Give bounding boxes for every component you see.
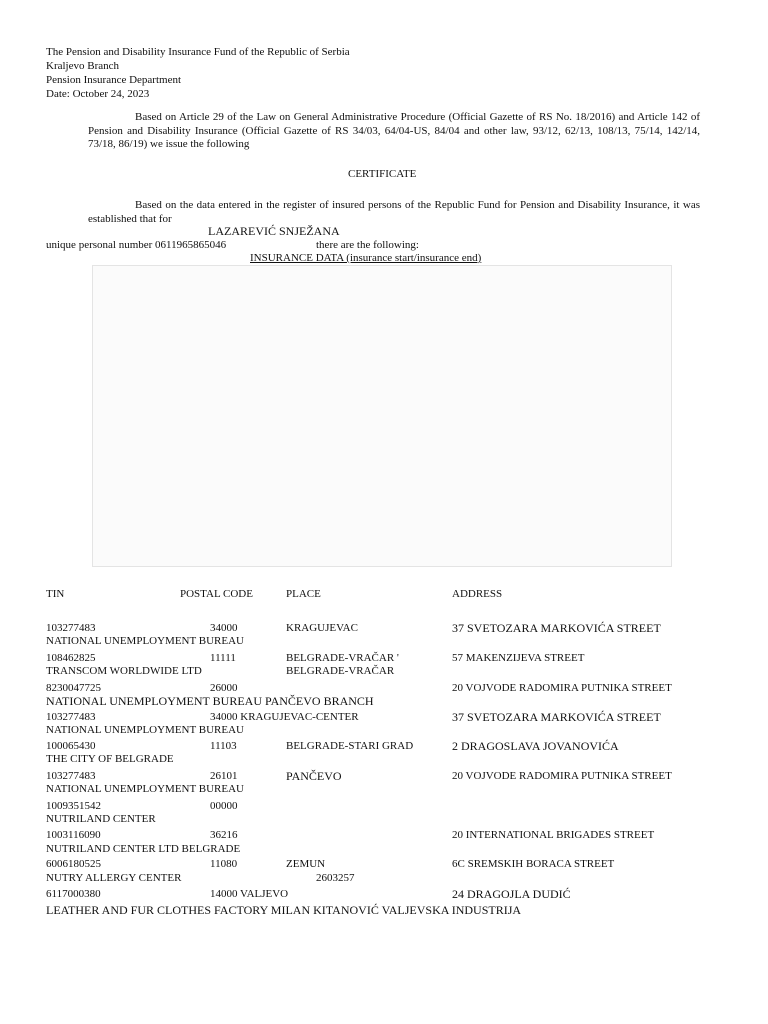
row-postal: 36216 bbox=[210, 829, 238, 841]
row-employer: NATIONAL UNEMPLOYMENT BUREAU bbox=[46, 783, 244, 795]
insurance-data-heading: INSURANCE DATA (insurance start/insurance end) bbox=[250, 252, 482, 264]
row-postal: 34000 bbox=[210, 622, 238, 634]
row-address: 2 DRAGOSLAVA JOVANOVIĆA bbox=[452, 739, 619, 753]
row-address: 37 SVETOZARA MARKOVIĆA STREET bbox=[452, 621, 661, 635]
document-title: CERTIFICATE bbox=[348, 168, 417, 180]
row-place-secondary: BELGRADE-VRAČAR bbox=[286, 665, 395, 677]
row-place: KRAGUJEVAC bbox=[286, 622, 358, 634]
row-postal: 11111 bbox=[210, 652, 236, 664]
issuer-fund: The Pension and Disability Insurance Fund of the Republic of Serbia bbox=[46, 46, 350, 58]
following-text: there are the following: bbox=[316, 239, 419, 251]
row-address: 20 INTERNATIONAL BRIGADES STREET bbox=[452, 829, 655, 841]
row-tin: 1009351542 bbox=[46, 800, 101, 812]
row-postal: 34000 KRAGUJEVAC-CENTER bbox=[210, 711, 359, 723]
legal-basis-paragraph: Based on Article 29 of the Law on General Administrative Procedure (Official Gazette of RS No. 18/2016) and Article 142 of Pension and Disability Insurance (Official Gazette of RS 34/03, 64/04-US, 84/04 and other law, 93/12, 62/13, 108/13, 75/14, 142/14, 73/18, 86/19) we issue the following bbox=[88, 111, 700, 150]
row-address: 20 VOJVODE RADOMIRA PUTNIKA STREET bbox=[452, 682, 672, 694]
row-address: 57 MAKENZIJEVA STREET bbox=[452, 652, 585, 664]
insurance-records-scan bbox=[92, 265, 672, 567]
person-name: LAZAREVIĆ SNJEŽANA bbox=[208, 224, 340, 238]
row-postal: 26000 bbox=[210, 682, 238, 694]
row-tin: 103277483 bbox=[46, 622, 96, 634]
row-extra-code: 2603257 bbox=[316, 872, 355, 884]
row-tin: 6006180525 bbox=[46, 858, 101, 870]
unique-personal-number: unique personal number 0611965865046 bbox=[46, 239, 227, 251]
row-place: PANČEVO bbox=[286, 769, 342, 783]
row-address: 6C SREMSKIH BORACA STREET bbox=[452, 858, 615, 870]
row-tin: 1003116090 bbox=[46, 829, 101, 841]
row-employer: NUTRILAND CENTER bbox=[46, 813, 156, 825]
col-tin: TIN bbox=[46, 588, 65, 600]
row-place: ZEMUN bbox=[286, 858, 326, 870]
row-postal: 26101 bbox=[210, 770, 238, 782]
row-postal: 14000 VALJEVO bbox=[210, 888, 289, 900]
row-employer: NATIONAL UNEMPLOYMENT BUREAU bbox=[46, 635, 244, 647]
row-address: 20 VOJVODE RADOMIRA PUTNIKA STREET bbox=[452, 770, 672, 782]
row-tin: 103277483 bbox=[46, 711, 96, 723]
row-postal: 00000 bbox=[210, 800, 238, 812]
row-employer: NUTRILAND CENTER LTD BELGRADE bbox=[46, 843, 241, 855]
row-employer: TRANSCOM WORLDWIDE LTD bbox=[46, 665, 202, 677]
row-postal: 11080 bbox=[210, 858, 238, 870]
col-place: PLACE bbox=[286, 588, 321, 600]
row-employer: LEATHER AND FUR CLOTHES FACTORY MILAN KITANOVIĆ VALJEVSKA INDUSTRIJA bbox=[46, 903, 522, 917]
row-employer: THE CITY OF BELGRADE bbox=[46, 753, 174, 765]
row-employer: NATIONAL UNEMPLOYMENT BUREAU PANČEVO BRANCH bbox=[46, 694, 374, 708]
row-tin: 108462825 bbox=[46, 652, 96, 664]
register-statement: Based on the data entered in the register of insured persons of the Republic Fund for Pension and Disability Insurance, it was established that for bbox=[88, 199, 700, 225]
row-tin: 8230047725 bbox=[46, 682, 101, 694]
row-postal: 11103 bbox=[210, 740, 237, 752]
row-address: 24 DRAGOJLA DUDIĆ bbox=[452, 887, 571, 901]
row-address: 37 SVETOZARA MARKOVIĆA STREET bbox=[452, 710, 661, 724]
issuer-branch: Kraljevo Branch bbox=[46, 60, 119, 72]
row-tin: 103277483 bbox=[46, 770, 96, 782]
col-address: ADDRESS bbox=[452, 588, 503, 600]
issue-date: Date: October 24, 2023 bbox=[46, 88, 150, 100]
row-employer: NUTRY ALLERGY CENTER bbox=[46, 872, 182, 884]
row-place: BELGRADE-STARI GRAD bbox=[286, 740, 414, 752]
row-place: BELGRADE-VRAČAR ' bbox=[286, 652, 399, 664]
row-tin: 6117000380 bbox=[46, 888, 101, 900]
row-tin: 100065430 bbox=[46, 740, 96, 752]
row-employer: NATIONAL UNEMPLOYMENT BUREAU bbox=[46, 724, 244, 736]
col-postal-code: POSTAL CODE bbox=[180, 588, 253, 600]
issuer-department: Pension Insurance Department bbox=[46, 74, 182, 86]
